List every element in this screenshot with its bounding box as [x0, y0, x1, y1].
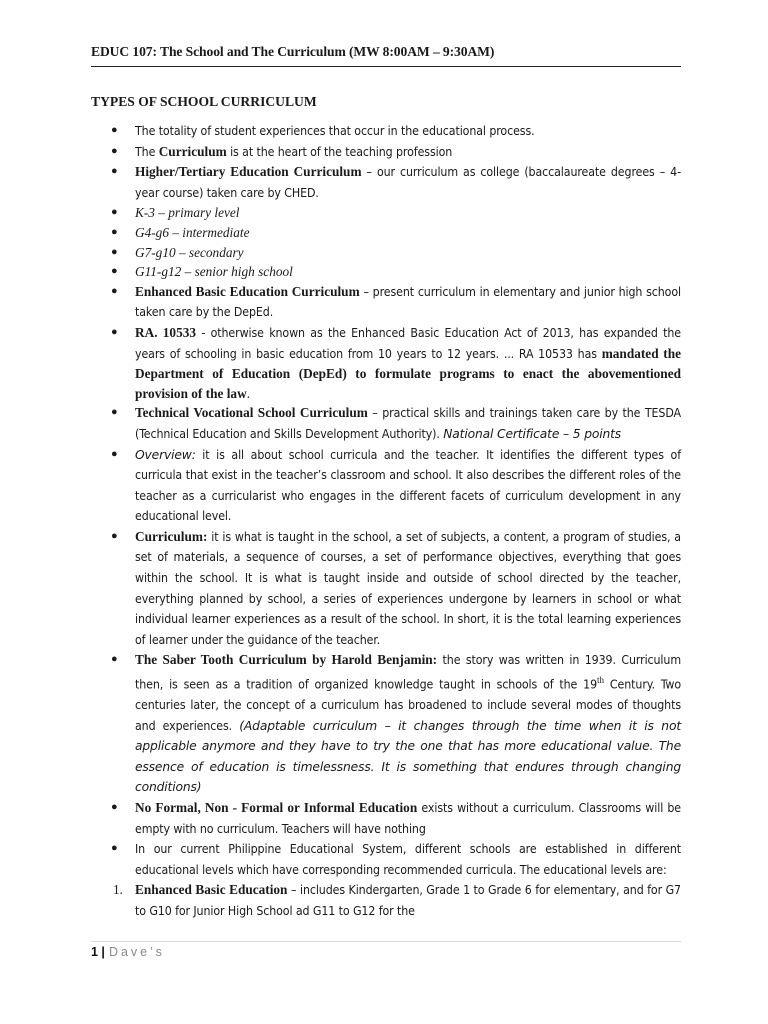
page-footer	[91, 945, 165, 959]
document-body	[91, 121, 681, 922]
bullet-icon: ●	[111, 284, 118, 297]
numbered-item: 1. Enhanced Basic Education – includes Kindergarten, Grade 1 to Grade 6 for elementary, and for G7 to G10 for Junior High School ad G11 to G12 for the	[113, 882, 681, 918]
list-item: ● Technical Vocational School Curriculum – practical skills and trainings taken care by the TESDA (Technical Education and Skills Development Authority). National Certificate – 5 points	[111, 405, 681, 441]
numbered-list	[91, 880, 681, 921]
list-item: ● G4-g6 – intermediate	[91, 223, 681, 243]
list-item: ● The Curriculum is at the heart of the teaching profession	[91, 142, 681, 163]
list-item: ● In our current Philippine Educational System, different schools are established in different educational levels which have corresponding recommended curricula. The educational levels are: 1. Enhanced Basic Education – includes Kindergarten, Grade 1 to Grade 6 for elementary, and for G7 to G10 for Junior High School ad G11 to G12 for the	[91, 839, 681, 921]
list-item: ● The totality of student experiences that occur in the educational process.	[91, 121, 681, 142]
page-number: 1 |	[91, 945, 105, 959]
bullet-icon: ●	[111, 144, 118, 157]
bullet-icon: ●	[111, 447, 118, 460]
list-item: ● Enhanced Basic Education Curriculum – present curriculum in elementary and junior high school taken care by the DepEd.	[111, 283, 681, 320]
bullet-icon: ●	[111, 801, 118, 814]
list-item: ● Overview: it is all about school curricula and the teacher. It identifies the different types of curricula that exist in the teacher’s classroom and school. It also describes the different roles of the teacher as a curricularist who engages in the different facets of curriculum development in any educational level.	[91, 445, 681, 527]
list-item: ● The Saber Tooth Curriculum by Harold Benjamin: the story was written in 1939. Curriculum then, is seen as a tradition of organized knowledge taught in schools of the 19th Century. Two centuries later, the concept of a curriculum has broadened to include several modes of thoughts and experiences. (Adaptable curriculum – it changes through the time when it is not applicable anymore and they have to try the one that has more educational value. The essence of education is timelessness. It is something that endures through changing conditions)	[111, 652, 681, 795]
list-item: ● No Formal, Non - Formal or Informal Education exists without a curriculum. Classrooms will be empty with no curriculum. Teachers will have nothing	[111, 800, 681, 836]
bullet-icon: ●	[111, 842, 118, 855]
bullet-icon: ●	[111, 225, 118, 238]
list-item: ● Curriculum: it is what is taught in the school, a set of subjects, a content, a program of studies, a set of materials, a sequence of courses, a set of performance objectives, everything that goes within the school. It is what is taught inside and outside of school directed by the teacher, everything planned by school, a series of experiences undergone by learners in school or what individual learner experiences as a result of the school. In short, it is the total learning experiences of learner under the guidance of the teacher.	[111, 528, 681, 647]
bullet-icon: ●	[111, 406, 118, 419]
list-item: ● RA. 10533 - otherwise known as the Enhanced Basic Education Act of 2013, has expanded the years of schooling in basic education from 10 years to 12 years. ... RA 10533 has mandated the Department of Education (DepEd) to formulate programs to enact the abovementioned provision of the law.	[111, 324, 682, 401]
bullet-list	[91, 121, 681, 922]
section-title: TYPES OF SCHOOL CURRICULUM	[91, 94, 317, 109]
list-item: ● G11-g12 – senior high school	[91, 262, 681, 282]
footer-divider	[91, 941, 681, 942]
bullet-icon: ●	[111, 325, 118, 338]
bullet-icon: ●	[111, 206, 118, 219]
bullet-icon: ●	[111, 245, 118, 258]
bullet-icon: ●	[111, 265, 118, 278]
course-header: EDUC 107: The School and The Curriculum (MW 8:00AM – 9:30AM)	[91, 44, 495, 59]
list-item: ● Higher/Tertiary Education Curriculum – our curriculum as college (baccalaureate degrees – 4-year course) taken care by CHED.	[111, 164, 681, 200]
list-item: ● K-3 – primary level	[91, 203, 681, 223]
bullet-icon: ●	[111, 653, 118, 666]
bullet-icon: ●	[111, 124, 118, 136]
header-divider	[91, 66, 681, 67]
footer-author: Dave’s	[108, 945, 165, 959]
bullet-icon: ●	[111, 165, 118, 178]
list-item: ● G7-g10 – secondary	[91, 243, 681, 263]
bullet-icon: ●	[111, 529, 118, 542]
